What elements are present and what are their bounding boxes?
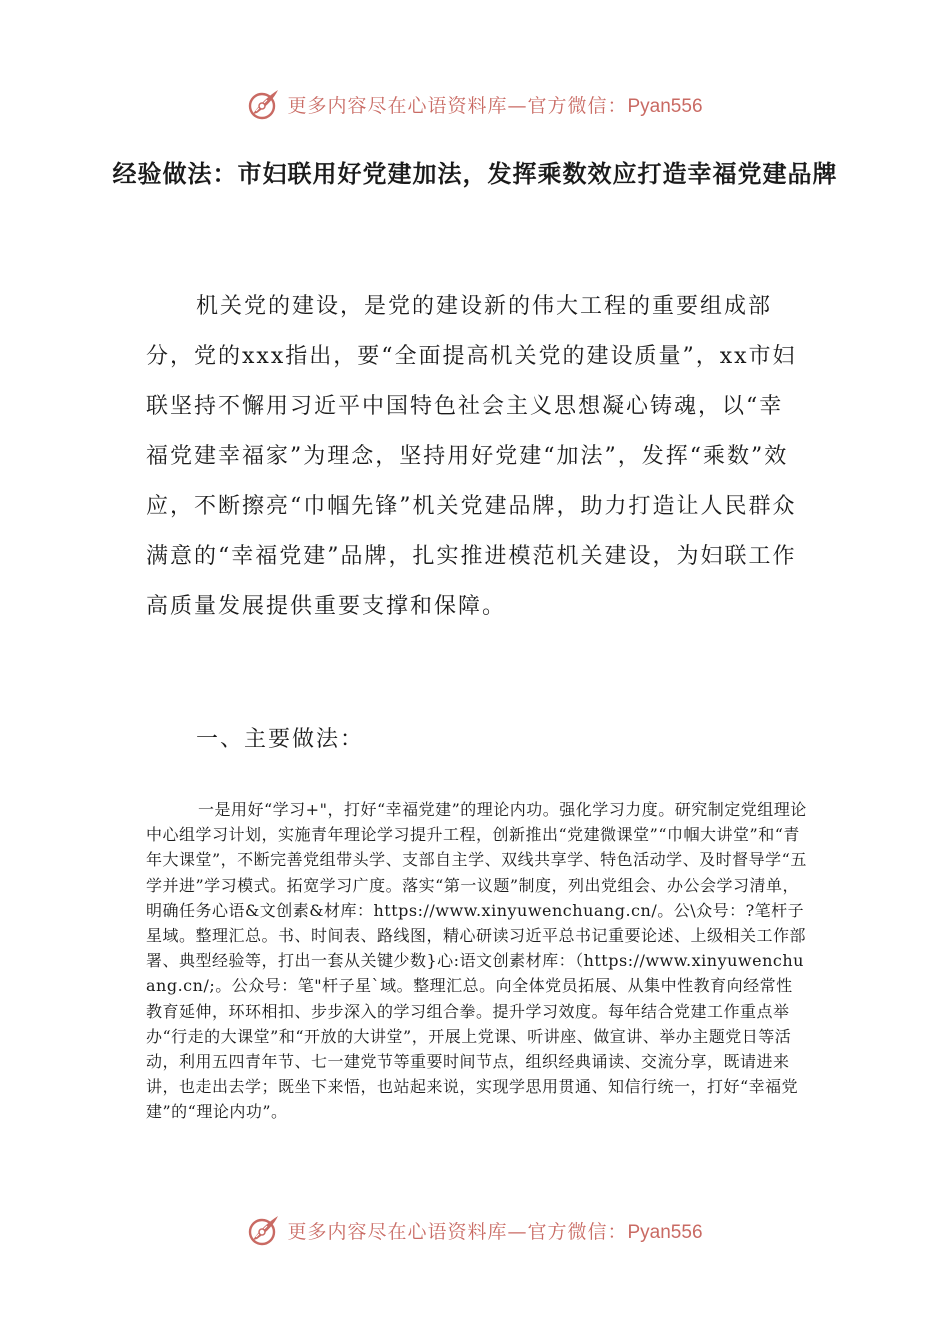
intro-paragraph: 机关党的建设，是党的建设新的伟大工程的重要组成部分，党的xxx指出，要“全面提高机关党的建设质量”，xx市妇联坚持不懈用习近平中国特色社会主义思想凝心铸魂，以“幸福党建幸福家”为理念，坚持用好党建“加法”，发挥“乘数”效应，不断擦亮“巾帼先锋”机关党建品牌，助力打造让人民群众满意的“幸福党建”品牌，扎实推进模范机关建设，为妇联工作高质量发展提供重要支撑和保障。 — [146, 294, 797, 619]
document-title: 经验做法：市妇联用好党建加法，发挥乘数效应打造幸福党建品牌 — [112, 159, 838, 188]
section-heading: 一、主要做法： — [196, 727, 365, 752]
quill-logo-icon — [247, 87, 281, 121]
watermark-text: 更多内容尽在心语资料库—官方微信：Pyan556 — [287, 94, 703, 117]
watermark-account: Pyan556 — [627, 1221, 703, 1243]
watermark-account: Pyan556 — [627, 95, 703, 117]
watermark-text: 更多内容尽在心语资料库—官方微信：Pyan556 — [287, 1220, 703, 1243]
watermark-banner-bottom — [0, 1210, 950, 1250]
body-paragraph: 一是用好“学习+"，打好“幸福党建”的理论内功。强化学习力度。研究制定党组理论中心组学习计划，实施青年理论学习提升工程，创新推出“党建微课堂”“巾帼大讲堂”和“青年大课堂”，不断完善党组带头学、支部自主学、双线共享学、特色活动学、及时督导学“五学并进”学习模式。拓宽学习广度。落实“第一议题”制度，列出党组会、办公会学习清单，明确任务心语&文创素&材库：https://www.xinyuwenchuang.cn/。公\众号：?笔杆子星域。整理汇总。书、时间表、路线图，精心研读习近平总书记重要论述、上级相关工作部署、典型经验等，打出一套从关键少数}心:语文创素材库：（https://www.xinyuwenchuang.cn/;。公众号：笔"杆子星`域。整理汇总。向全体党员拓展、从集中性教育向经常性教育延伸，环环相扣、步步深入的学习组合拳。提升学习效度。每年结合党建工作重点举办“行走的大课堂”和“开放的大讲堂”，开展上党课、听讲座、做宣讲、举办主题党日等活动，利用五四青年节、七一建党节等重要时间节点，组织经典诵读、交流分享，既请进来讲，也走出去学；既坐下来悟，也站起来说，实现学思用贯通、知信行统一，打好“幸福党建”的“理论内功”。 — [146, 800, 807, 1122]
watermark-banner-top — [0, 84, 950, 124]
quill-logo-icon — [247, 1213, 281, 1247]
